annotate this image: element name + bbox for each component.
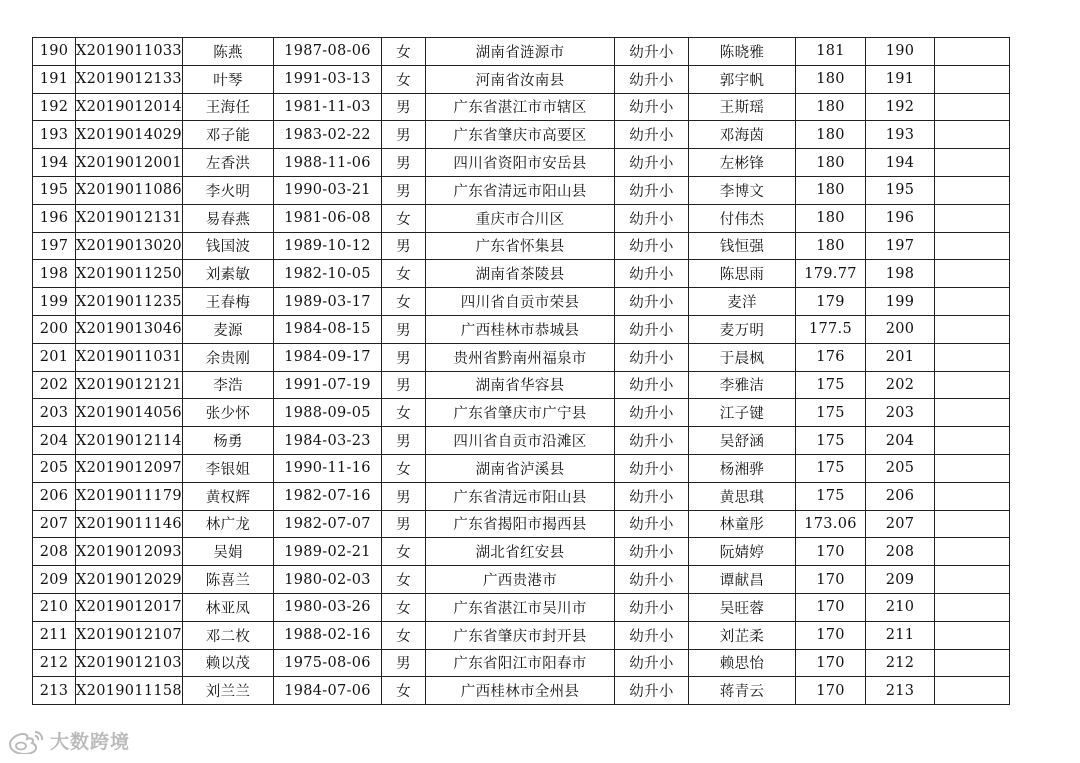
cell-order: 200: [866, 315, 935, 343]
table-row: [33, 93, 1010, 121]
cell-score: 179.77: [796, 260, 866, 288]
cell-remark: [935, 176, 1010, 204]
cell-birth: 1990-11-16: [274, 454, 382, 482]
cell-name: 林亚凤: [183, 593, 274, 621]
cell-parent: 杨湘骅: [689, 454, 796, 482]
cell-birth: 1989-02-21: [274, 538, 382, 566]
cell-rank: 202: [33, 371, 76, 399]
table-row: [33, 204, 1010, 232]
cell-remark: [935, 65, 1010, 93]
cell-score: 179: [796, 288, 866, 316]
cell-name: 赖以茂: [183, 649, 274, 677]
cell-parent: 于晨枫: [689, 343, 796, 371]
cell-birth: 1982-07-16: [274, 482, 382, 510]
cell-score: 170: [796, 566, 866, 594]
cell-gender: 女: [382, 260, 426, 288]
cell-order: 205: [866, 454, 935, 482]
cell-id: X2019012121: [76, 371, 183, 399]
cell-score: 180: [796, 149, 866, 177]
cell-origin: 湖南省涟源市: [426, 38, 615, 66]
cell-remark: [935, 621, 1010, 649]
cell-birth: 1975-08-06: [274, 649, 382, 677]
cell-parent: 邓海茵: [689, 121, 796, 149]
cell-gender: 男: [382, 149, 426, 177]
cell-remark: [935, 288, 1010, 316]
cell-score: 173.06: [796, 510, 866, 538]
cell-grade: 幼升小: [615, 621, 689, 649]
cell-birth: 1989-03-17: [274, 288, 382, 316]
cell-name: 李火明: [183, 176, 274, 204]
cell-grade: 幼升小: [615, 538, 689, 566]
table-row: [33, 593, 1010, 621]
cell-parent: 钱恒强: [689, 232, 796, 260]
cell-gender: 男: [382, 121, 426, 149]
cell-parent: 李博文: [689, 176, 796, 204]
cell-gender: 女: [382, 621, 426, 649]
cell-name: 刘兰兰: [183, 677, 274, 705]
cell-score: 170: [796, 593, 866, 621]
cell-parent: 谭献昌: [689, 566, 796, 594]
cell-rank: 198: [33, 260, 76, 288]
cell-origin: 河南省汝南县: [426, 65, 615, 93]
table-row: [33, 288, 1010, 316]
cell-origin: 广东省肇庆市广宁县: [426, 399, 615, 427]
watermark-text: 大数跨境: [50, 731, 131, 753]
cell-gender: 女: [382, 65, 426, 93]
cell-order: 201: [866, 343, 935, 371]
table-row: [33, 149, 1010, 177]
cell-grade: 幼升小: [615, 510, 689, 538]
cell-score: 175: [796, 482, 866, 510]
cell-id: X2019012093: [76, 538, 183, 566]
cell-remark: [935, 149, 1010, 177]
cell-grade: 幼升小: [615, 427, 689, 455]
cell-origin: 广东省怀集县: [426, 232, 615, 260]
cell-score: 175: [796, 454, 866, 482]
cell-remark: [935, 315, 1010, 343]
cell-origin: 广东省清远市阳山县: [426, 482, 615, 510]
cell-remark: [935, 38, 1010, 66]
cell-birth: 1990-03-21: [274, 176, 382, 204]
table-row: [33, 121, 1010, 149]
cell-rank: 200: [33, 315, 76, 343]
cell-score: 175: [796, 399, 866, 427]
cell-origin: 广东省揭阳市揭西县: [426, 510, 615, 538]
cell-rank: 208: [33, 538, 76, 566]
cell-id: X2019014056: [76, 399, 183, 427]
table-row: [33, 677, 1010, 705]
cell-score: 180: [796, 65, 866, 93]
cell-origin: 广西桂林市全州县: [426, 677, 615, 705]
cell-name: 张少怀: [183, 399, 274, 427]
table-row: [33, 371, 1010, 399]
cell-id: X2019012017: [76, 593, 183, 621]
cell-order: 206: [866, 482, 935, 510]
cell-rank: 203: [33, 399, 76, 427]
table-row: [33, 427, 1010, 455]
weibo-logo-icon: [6, 728, 46, 754]
cell-id: X2019014029: [76, 121, 183, 149]
watermark: [6, 727, 130, 754]
cell-grade: 幼升小: [615, 288, 689, 316]
cell-name: 陈喜兰: [183, 566, 274, 594]
cell-remark: [935, 538, 1010, 566]
cell-order: 190: [866, 38, 935, 66]
cell-score: 170: [796, 538, 866, 566]
cell-score: 180: [796, 232, 866, 260]
cell-origin: 重庆市合川区: [426, 204, 615, 232]
cell-order: 191: [866, 65, 935, 93]
cell-remark: [935, 260, 1010, 288]
cell-grade: 幼升小: [615, 454, 689, 482]
cell-birth: 1988-02-16: [274, 621, 382, 649]
table-row: [33, 176, 1010, 204]
cell-rank: 210: [33, 593, 76, 621]
cell-id: X2019012131: [76, 204, 183, 232]
cell-name: 邓子能: [183, 121, 274, 149]
cell-name: 李浩: [183, 371, 274, 399]
cell-birth: 1981-11-03: [274, 93, 382, 121]
cell-score: 180: [796, 93, 866, 121]
table-row: [33, 482, 1010, 510]
cell-birth: 1982-07-07: [274, 510, 382, 538]
cell-score: 177.5: [796, 315, 866, 343]
cell-parent: 左彬锋: [689, 149, 796, 177]
cell-order: 209: [866, 566, 935, 594]
table-row: [33, 232, 1010, 260]
cell-grade: 幼升小: [615, 204, 689, 232]
cell-remark: [935, 649, 1010, 677]
cell-parent: 江子键: [689, 399, 796, 427]
cell-id: X2019012029: [76, 566, 183, 594]
cell-parent: 麦万明: [689, 315, 796, 343]
cell-name: 林广龙: [183, 510, 274, 538]
cell-name: 王海任: [183, 93, 274, 121]
cell-remark: [935, 399, 1010, 427]
cell-birth: 1984-09-17: [274, 343, 382, 371]
cell-origin: 湖南省泸溪县: [426, 454, 615, 482]
cell-birth: 1984-03-23: [274, 427, 382, 455]
cell-order: 197: [866, 232, 935, 260]
cell-gender: 男: [382, 427, 426, 455]
cell-id: X2019011158: [76, 677, 183, 705]
cell-grade: 幼升小: [615, 649, 689, 677]
cell-remark: [935, 121, 1010, 149]
cell-gender: 女: [382, 593, 426, 621]
cell-remark: [935, 510, 1010, 538]
cell-parent: 付伟杰: [689, 204, 796, 232]
cell-grade: 幼升小: [615, 677, 689, 705]
cell-parent: 刘芷柔: [689, 621, 796, 649]
cell-id: X2019012097: [76, 454, 183, 482]
cell-grade: 幼升小: [615, 176, 689, 204]
cell-remark: [935, 566, 1010, 594]
cell-id: X2019012103: [76, 649, 183, 677]
cell-score: 180: [796, 204, 866, 232]
cell-grade: 幼升小: [615, 232, 689, 260]
cell-rank: 199: [33, 288, 76, 316]
table-row: [33, 343, 1010, 371]
cell-origin: 四川省资阳市安岳县: [426, 149, 615, 177]
cell-name: 麦源: [183, 315, 274, 343]
cell-id: X2019011250: [76, 260, 183, 288]
cell-parent: 郭宇帆: [689, 65, 796, 93]
cell-name: 李银姐: [183, 454, 274, 482]
cell-rank: 206: [33, 482, 76, 510]
cell-grade: 幼升小: [615, 371, 689, 399]
cell-origin: 广东省肇庆市高要区: [426, 121, 615, 149]
cell-remark: [935, 482, 1010, 510]
cell-gender: 男: [382, 315, 426, 343]
cell-rank: 211: [33, 621, 76, 649]
cell-name: 邓二枚: [183, 621, 274, 649]
table-row: [33, 566, 1010, 594]
cell-name: 王春梅: [183, 288, 274, 316]
cell-id: X2019012107: [76, 621, 183, 649]
cell-order: 199: [866, 288, 935, 316]
cell-origin: 广东省阳江市阳春市: [426, 649, 615, 677]
cell-parent: 陈晓雅: [689, 38, 796, 66]
cell-order: 192: [866, 93, 935, 121]
cell-gender: 男: [382, 510, 426, 538]
cell-parent: 赖思怡: [689, 649, 796, 677]
cell-gender: 男: [382, 93, 426, 121]
cell-id: X2019011033: [76, 38, 183, 66]
cell-grade: 幼升小: [615, 482, 689, 510]
cell-grade: 幼升小: [615, 260, 689, 288]
cell-order: 213: [866, 677, 935, 705]
cell-remark: [935, 93, 1010, 121]
cell-name: 左香洪: [183, 149, 274, 177]
cell-gender: 女: [382, 204, 426, 232]
cell-birth: 1988-11-06: [274, 149, 382, 177]
cell-rank: 195: [33, 176, 76, 204]
table-row: [33, 454, 1010, 482]
cell-score: 175: [796, 371, 866, 399]
cell-parent: 吴舒涵: [689, 427, 796, 455]
cell-origin: 湖南省茶陵县: [426, 260, 615, 288]
cell-parent: 黄思琪: [689, 482, 796, 510]
table-row: [33, 315, 1010, 343]
cell-grade: 幼升小: [615, 593, 689, 621]
cell-parent: 蒋青云: [689, 677, 796, 705]
cell-remark: [935, 371, 1010, 399]
cell-gender: 男: [382, 649, 426, 677]
cell-origin: 贵州省黔南州福泉市: [426, 343, 615, 371]
cell-order: 195: [866, 176, 935, 204]
roster-table: [32, 37, 1010, 705]
cell-order: 204: [866, 427, 935, 455]
cell-name: 余贵刚: [183, 343, 274, 371]
cell-gender: 女: [382, 454, 426, 482]
cell-parent: 吴旺蓉: [689, 593, 796, 621]
cell-birth: 1984-08-15: [274, 315, 382, 343]
cell-remark: [935, 454, 1010, 482]
cell-remark: [935, 343, 1010, 371]
cell-origin: 广西桂林市恭城县: [426, 315, 615, 343]
cell-score: 181: [796, 38, 866, 66]
cell-id: X2019011086: [76, 176, 183, 204]
cell-id: X2019012001: [76, 149, 183, 177]
cell-gender: 女: [382, 399, 426, 427]
cell-origin: 湖北省红安县: [426, 538, 615, 566]
cell-origin: 广东省湛江市市辖区: [426, 93, 615, 121]
cell-order: 212: [866, 649, 935, 677]
cell-grade: 幼升小: [615, 315, 689, 343]
cell-order: 211: [866, 621, 935, 649]
cell-order: 194: [866, 149, 935, 177]
table-body: [33, 38, 1010, 705]
cell-remark: [935, 204, 1010, 232]
cell-gender: 男: [382, 176, 426, 204]
cell-name: 吴娟: [183, 538, 274, 566]
cell-score: 180: [796, 121, 866, 149]
cell-id: X2019011179: [76, 482, 183, 510]
cell-order: 208: [866, 538, 935, 566]
cell-name: 杨勇: [183, 427, 274, 455]
cell-rank: 193: [33, 121, 76, 149]
cell-origin: 湖南省华容县: [426, 371, 615, 399]
cell-score: 175: [796, 427, 866, 455]
cell-order: 207: [866, 510, 935, 538]
table-row: [33, 510, 1010, 538]
cell-name: 易春燕: [183, 204, 274, 232]
cell-name: 刘素敏: [183, 260, 274, 288]
cell-grade: 幼升小: [615, 65, 689, 93]
cell-gender: 女: [382, 677, 426, 705]
cell-remark: [935, 427, 1010, 455]
cell-rank: 213: [33, 677, 76, 705]
cell-birth: 1989-10-12: [274, 232, 382, 260]
cell-order: 198: [866, 260, 935, 288]
table-row: [33, 621, 1010, 649]
cell-id: X2019011031: [76, 343, 183, 371]
cell-grade: 幼升小: [615, 149, 689, 177]
cell-rank: 196: [33, 204, 76, 232]
cell-parent: 王斯瑶: [689, 93, 796, 121]
cell-rank: 207: [33, 510, 76, 538]
cell-id: X2019012133: [76, 65, 183, 93]
cell-gender: 男: [382, 232, 426, 260]
cell-name: 陈燕: [183, 38, 274, 66]
cell-birth: 1988-09-05: [274, 399, 382, 427]
cell-rank: 192: [33, 93, 76, 121]
cell-score: 180: [796, 176, 866, 204]
cell-id: X2019011235: [76, 288, 183, 316]
cell-id: X2019012114: [76, 427, 183, 455]
cell-rank: 190: [33, 38, 76, 66]
cell-birth: 1983-02-22: [274, 121, 382, 149]
cell-gender: 女: [382, 38, 426, 66]
cell-id: X2019013046: [76, 315, 183, 343]
cell-origin: 广东省肇庆市封开县: [426, 621, 615, 649]
cell-order: 202: [866, 371, 935, 399]
cell-score: 176: [796, 343, 866, 371]
cell-remark: [935, 593, 1010, 621]
cell-origin: 广西贵港市: [426, 566, 615, 594]
cell-birth: 1982-10-05: [274, 260, 382, 288]
cell-name: 钱国波: [183, 232, 274, 260]
cell-name: 黄权辉: [183, 482, 274, 510]
cell-parent: 麦洋: [689, 288, 796, 316]
cell-rank: 209: [33, 566, 76, 594]
cell-order: 193: [866, 121, 935, 149]
cell-gender: 女: [382, 288, 426, 316]
cell-rank: 201: [33, 343, 76, 371]
cell-birth: 1984-07-06: [274, 677, 382, 705]
cell-origin: 广东省湛江市吴川市: [426, 593, 615, 621]
table-row: [33, 65, 1010, 93]
cell-origin: 四川省自贡市荣县: [426, 288, 615, 316]
cell-parent: 李雅洁: [689, 371, 796, 399]
cell-origin: 四川省自贡市沿滩区: [426, 427, 615, 455]
cell-rank: 191: [33, 65, 76, 93]
cell-gender: 女: [382, 538, 426, 566]
cell-birth: 1987-08-06: [274, 38, 382, 66]
cell-parent: 陈思雨: [689, 260, 796, 288]
cell-grade: 幼升小: [615, 93, 689, 121]
cell-remark: [935, 677, 1010, 705]
cell-parent: 林童彤: [689, 510, 796, 538]
cell-id: X2019011146: [76, 510, 183, 538]
cell-gender: 女: [382, 566, 426, 594]
cell-name: 叶琴: [183, 65, 274, 93]
cell-birth: 1991-03-13: [274, 65, 382, 93]
cell-score: 170: [796, 621, 866, 649]
cell-gender: 男: [382, 371, 426, 399]
cell-order: 203: [866, 399, 935, 427]
cell-birth: 1991-07-19: [274, 371, 382, 399]
cell-grade: 幼升小: [615, 399, 689, 427]
cell-id: X2019013020: [76, 232, 183, 260]
cell-grade: 幼升小: [615, 566, 689, 594]
cell-order: 196: [866, 204, 935, 232]
table-row: [33, 649, 1010, 677]
cell-parent: 阮婧婷: [689, 538, 796, 566]
cell-remark: [935, 232, 1010, 260]
cell-origin: 广东省清远市阳山县: [426, 176, 615, 204]
cell-score: 170: [796, 649, 866, 677]
cell-rank: 194: [33, 149, 76, 177]
table-row: [33, 399, 1010, 427]
table-row: [33, 38, 1010, 66]
cell-birth: 1980-03-26: [274, 593, 382, 621]
table-row: [33, 538, 1010, 566]
cell-rank: 205: [33, 454, 76, 482]
cell-id: X2019012014: [76, 93, 183, 121]
cell-score: 170: [796, 677, 866, 705]
cell-order: 210: [866, 593, 935, 621]
cell-rank: 212: [33, 649, 76, 677]
table-row: [33, 260, 1010, 288]
cell-grade: 幼升小: [615, 38, 689, 66]
cell-birth: 1980-02-03: [274, 566, 382, 594]
cell-rank: 197: [33, 232, 76, 260]
cell-rank: 204: [33, 427, 76, 455]
cell-grade: 幼升小: [615, 343, 689, 371]
cell-birth: 1981-06-08: [274, 204, 382, 232]
cell-gender: 男: [382, 343, 426, 371]
cell-gender: 男: [382, 482, 426, 510]
cell-grade: 幼升小: [615, 121, 689, 149]
